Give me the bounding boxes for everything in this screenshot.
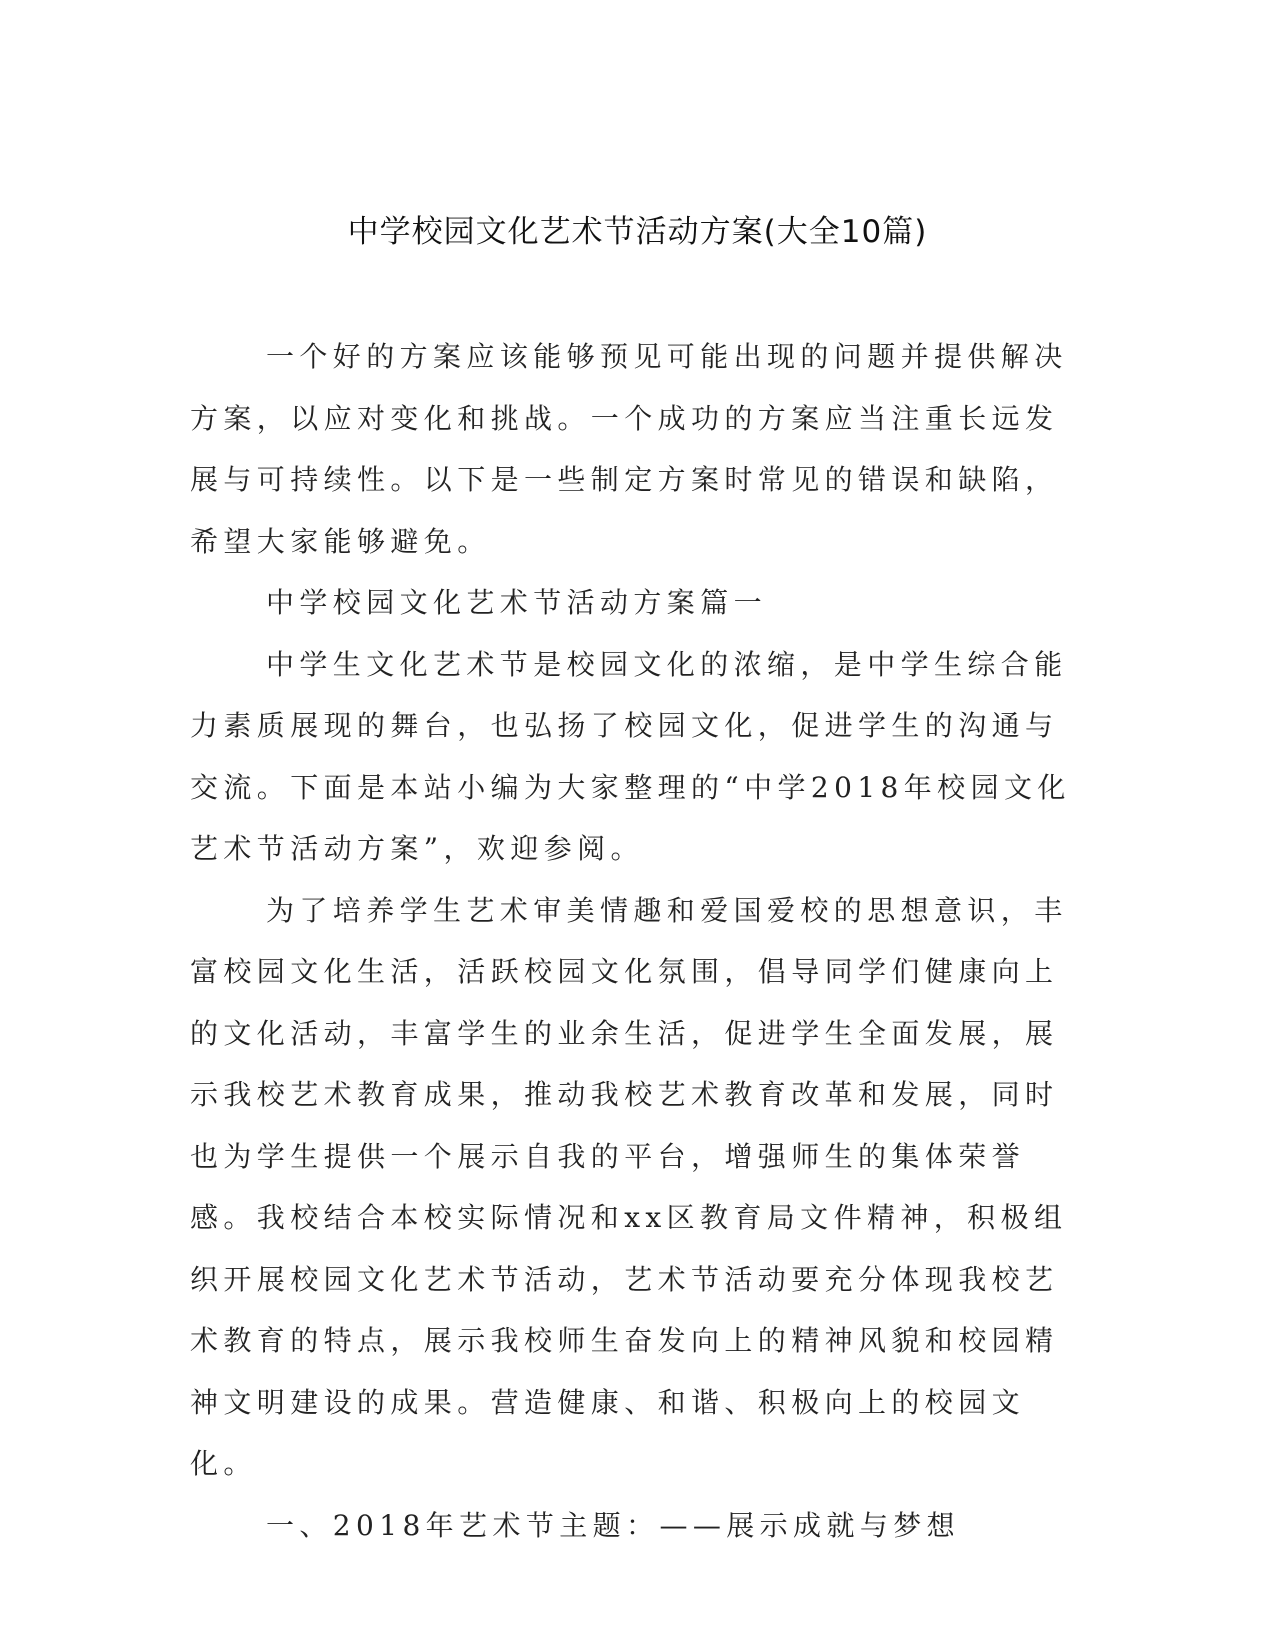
document-body	[190, 326, 1080, 1556]
document-title: 中学校园文化艺术节活动方案(大全10篇)	[347, 214, 928, 250]
body-paragraph: 为了培养学生艺术审美情趣和爱国爱校的思想意识，丰富校园文化生活，活跃校园文化氛围，倡导同学们健康向上的文化活动，丰富学生的业余生活，促进学生全面发展，展示我校艺术教育成果，推动我校艺术教育改革和发展，同时也为学生提供一个展示自我的平台，增强师生的集体荣誉感。我校结合本校实际情况和xx区教育局文件精神，积极组织开展校园文化艺术节活动，艺术节活动要充分体现我校艺术教育的特点，展示我校师生奋发向上的精神风貌和校园精神文明建设的成果。营造健康、和谐、积极向上的校园文化。	[190, 893, 1068, 1480]
section-heading: 中学校园文化艺术节活动方案篇一	[266, 586, 768, 619]
theme-heading: 一、2018年艺术节主题：——展示成就与梦想	[266, 1508, 961, 1542]
intro-paragraph: 一个好的方案应该能够预见可能出现的问题并提供解决方案，以应对变化和挑战。一个成功的方案应当注重长远发展与可持续性。以下是一些制定方案时常见的错误和缺陷，希望大家能够避免。	[190, 340, 1068, 558]
body-paragraph: 中学生文化艺术节是校园文化的浓缩，是中学生综合能力素质展现的舞台，也弘扬了校园文化，促进学生的沟通与交流。下面是本站小编为大家整理的“中学2018年校园文化艺术节活动方案”，欢迎参阅。	[190, 647, 1071, 865]
